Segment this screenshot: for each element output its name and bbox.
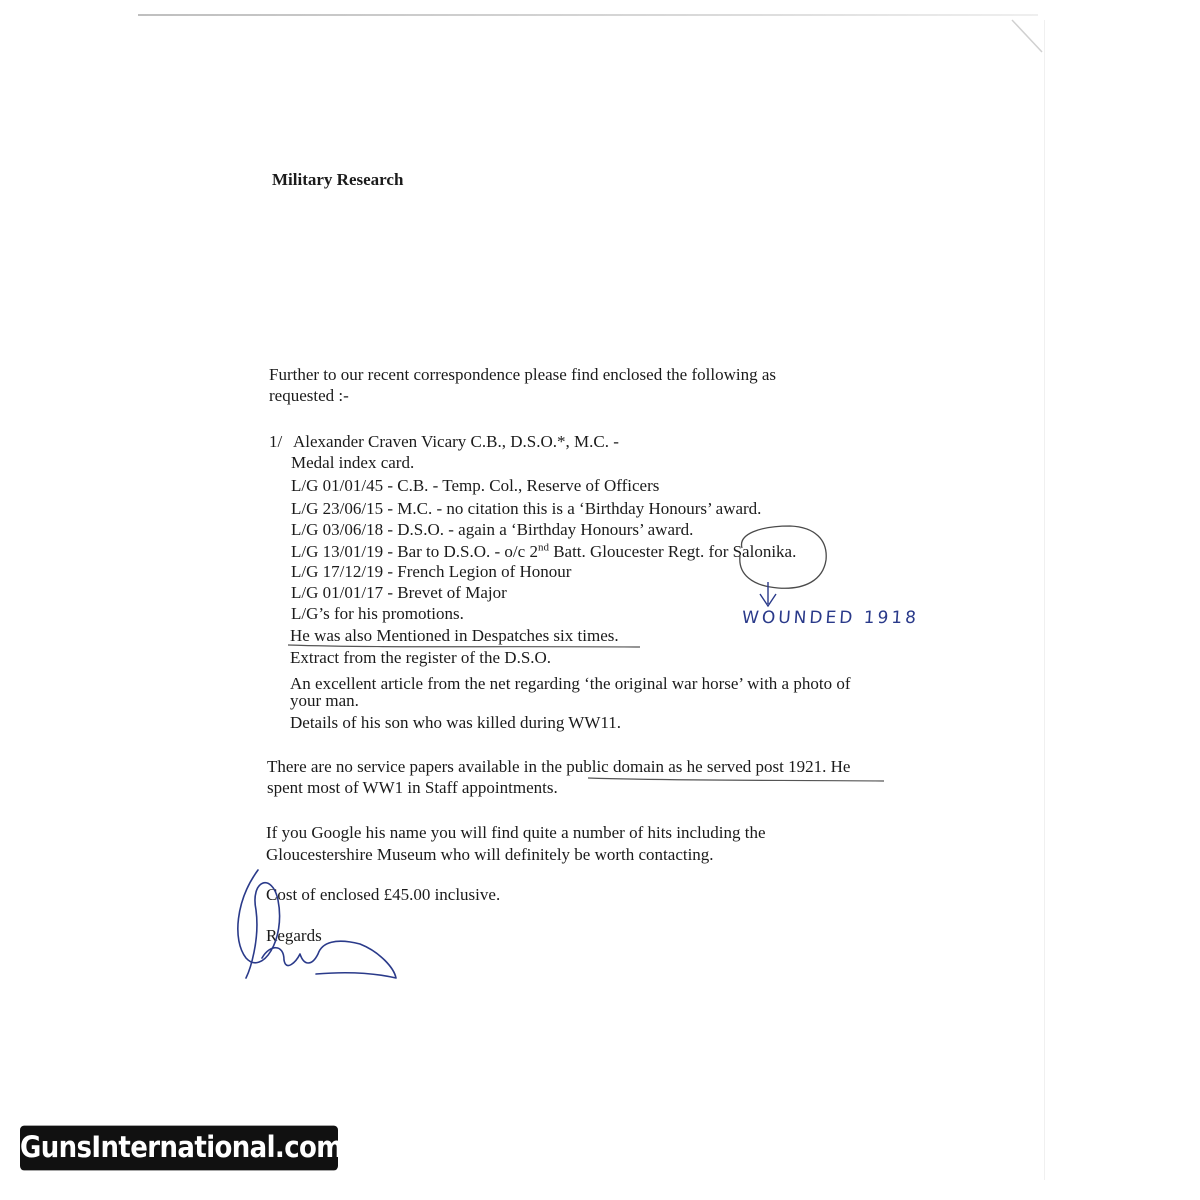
google-line-1: If you Google his name you will find quite a number of hits including the [266,823,766,842]
google-line-2: Gloucestershire Museum who will definitely be worth contacting. [266,845,714,864]
service-line-2: spent most of WW1 in Staff appointments. [267,778,558,797]
item-number: 1/ [269,432,283,451]
item-subject: Alexander Craven Vicary C.B., D.S.O.*, M.C. - [293,432,619,451]
intro-line-1: Further to our recent correspondence please find enclosed the following as [269,365,776,384]
bar-line-sup: nd [537,541,549,554]
site-watermark-logo: GunsInternational.com [20,1126,338,1171]
item-despatches: He was also Mentioned in Despatches six times. [290,626,619,645]
signature [238,870,396,978]
service-line-1: There are no service papers available in the public domain as he served post 1921. He [267,757,851,776]
bar-line-pre: L/G 13/01/19 - Bar to D.S.O. - o/c 2 [291,542,538,561]
public-domain-underline [588,778,884,781]
item-son: Details of his son who was killed during WW11. [290,713,621,732]
item-register: Extract from the register of the D.S.O. [290,648,552,667]
item-legion: L/G 17/12/19 - French Legion of Honour [291,562,572,581]
item-article: An excellent article from the net regarding ‘the original war horse’ with a photo of [290,674,851,693]
item-promotions: L/G’s for his promotions. [291,604,464,623]
letter-heading: Military Research [272,170,404,189]
item-article-cont: your man. [290,691,359,710]
intro-line-2: requested :- [269,386,349,405]
bar-line-post: Batt. Gloucester Regt. for Salonika. [548,542,797,561]
regards-line: Regards [266,926,322,945]
item-medal-index: Medal index card. [291,453,415,472]
handwritten-note: WOUNDED 1918 [741,608,920,628]
salonika-circle [740,526,826,588]
item-cb: L/G 01/01/45 - C.B. - Temp. Col., Reserve of Officers [291,476,660,495]
despatches-underline [288,645,640,647]
item-mc: L/G 23/06/15 - M.C. - no citation this is a ‘Birthday Honours’ award. [291,499,762,518]
item-brevet: L/G 01/01/17 - Brevet of Major [291,583,507,602]
cost-line: Cost of enclosed £45.00 inclusive. [266,885,501,904]
item-dso: L/G 03/06/18 - D.S.O. - again a ‘Birthday Honours’ award. [291,520,694,539]
